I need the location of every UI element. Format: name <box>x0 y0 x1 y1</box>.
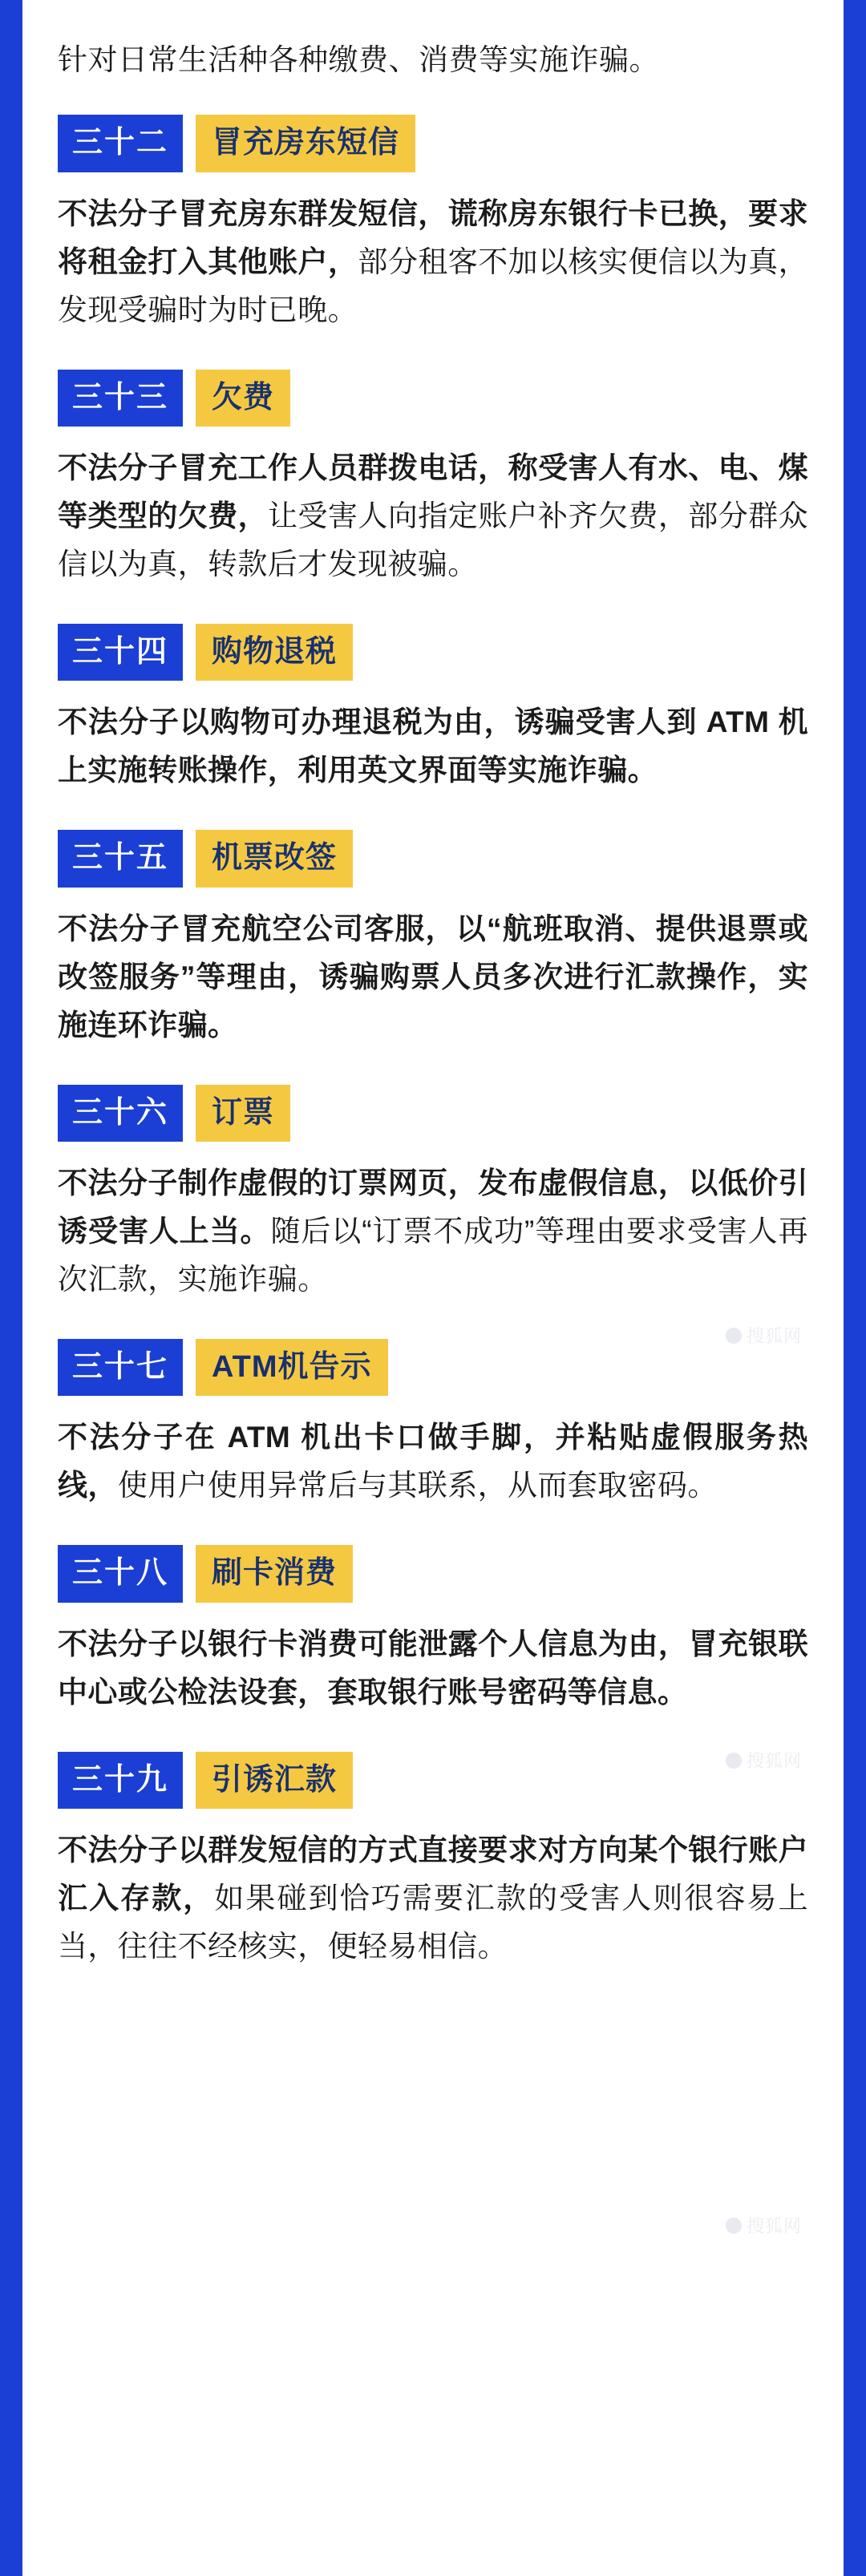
item-header <box>58 830 808 888</box>
watermark-label: 搜狐网 <box>746 2216 802 2236</box>
watermark-label: 搜狐网 <box>746 1751 802 1771</box>
item-body <box>58 1413 808 1510</box>
content-sheet <box>22 0 844 2576</box>
item-body <box>58 1159 808 1304</box>
item-body <box>58 698 808 795</box>
item-body-strong: 不法分子制作虚假的订票网页，发布虚假信息，以低价引诱受害人上当。 <box>58 1167 808 1248</box>
item-body-rest: 让受害人向指定账户补齐欠费，部分群众信以为真，转款后才发现被骗。 <box>58 499 808 581</box>
item-body-strong: 不法分子以群发短信的方式直接要求对方向某个银行账户汇入存款， <box>58 1834 808 1915</box>
lead-paragraph: 针对日常生活种各种缴费、消费等实施诈骗。 <box>58 43 659 76</box>
item-body-rest: 部分租客不加以核实便信以为真，发现受骗时为时已晚。 <box>58 245 809 326</box>
list-item <box>58 1085 808 1304</box>
item-tag-badge: 购物退税 <box>196 624 353 681</box>
item-body-strong: 不法分子在 ATM 机出卡口做手脚，并粘贴虚假服务热线， <box>58 1421 808 1502</box>
item-body-strong: 不法分子以购物可办理退税为由，诱骗受害人到 ATM 机上实施转账操作，利用英文界面等实施诈骗。 <box>58 706 808 787</box>
list-item <box>58 115 808 334</box>
item-body-strong: 不法分子冒充航空公司客服，以“航班取消、提供退票或改签服务”等理由，诱骗购票人员多次进行汇款操作，实施连环诈骗。 <box>58 912 808 1041</box>
item-tag-badge: 订票 <box>196 1085 290 1142</box>
item-tag-badge: ATM机告示 <box>196 1339 388 1397</box>
watermark-logo-icon <box>726 2218 742 2234</box>
item-tag-badge: 冒充房东短信 <box>196 115 415 172</box>
item-header <box>58 1085 808 1142</box>
item-tag-badge: 引诱汇款 <box>196 1752 353 1810</box>
item-number-badge: 三十二 <box>58 115 183 172</box>
item-number-badge: 三十九 <box>58 1752 183 1810</box>
item-body <box>58 1826 808 1971</box>
item-body-strong: 不法分子冒充房东群发短信，谎称房东银行卡已换，要求将租金打入其他账户， <box>58 196 808 278</box>
item-body-rest: 如果碰到恰巧需要汇款的受害人则很容易上当，往往不经核实，便轻易相信。 <box>58 1882 809 1963</box>
watermark-label: 搜狐网 <box>746 1326 802 1346</box>
watermark <box>726 2213 802 2238</box>
item-body <box>58 1620 808 1717</box>
item-header <box>58 370 808 427</box>
item-number-badge: 三十八 <box>58 1545 183 1603</box>
item-number-badge: 三十五 <box>58 830 183 888</box>
list-item <box>58 830 808 1049</box>
list-item <box>58 370 808 588</box>
item-number-badge: 三十四 <box>58 624 183 681</box>
item-body <box>58 444 808 588</box>
item-body-strong: 不法分子冒充工作人员群拨电话，称受害人有水、电、煤等类型的欠费， <box>58 451 808 533</box>
list-item <box>58 1339 808 1510</box>
item-tag-badge: 刷卡消费 <box>196 1545 353 1603</box>
item-header <box>58 624 808 681</box>
item-body <box>58 190 808 334</box>
item-body-rest: 随后以“订票不成功”等理由要求受害人再次汇款，实施诈骗。 <box>58 1215 808 1296</box>
item-tag-badge: 机票改签 <box>196 830 353 888</box>
item-number-badge: 三十七 <box>58 1339 183 1397</box>
list-item <box>58 624 808 795</box>
item-header <box>58 1339 808 1397</box>
item-header <box>58 1545 808 1603</box>
item-tag-badge: 欠费 <box>196 370 290 427</box>
list-item <box>58 1545 808 1716</box>
item-header <box>58 115 808 172</box>
item-number-badge: 三十三 <box>58 370 183 427</box>
item-header <box>58 1752 808 1810</box>
item-number-badge: 三十六 <box>58 1085 183 1142</box>
item-body <box>58 905 808 1049</box>
item-body-rest: 使用户使用异常后与其联系，从而套取密码。 <box>117 1469 718 1502</box>
item-body-strong: 不法分子以银行卡消费可能泄露个人信息为由，冒充银联中心或公检法设套，套取银行账号密码等信息。 <box>58 1627 808 1709</box>
list-item <box>58 1752 808 1971</box>
